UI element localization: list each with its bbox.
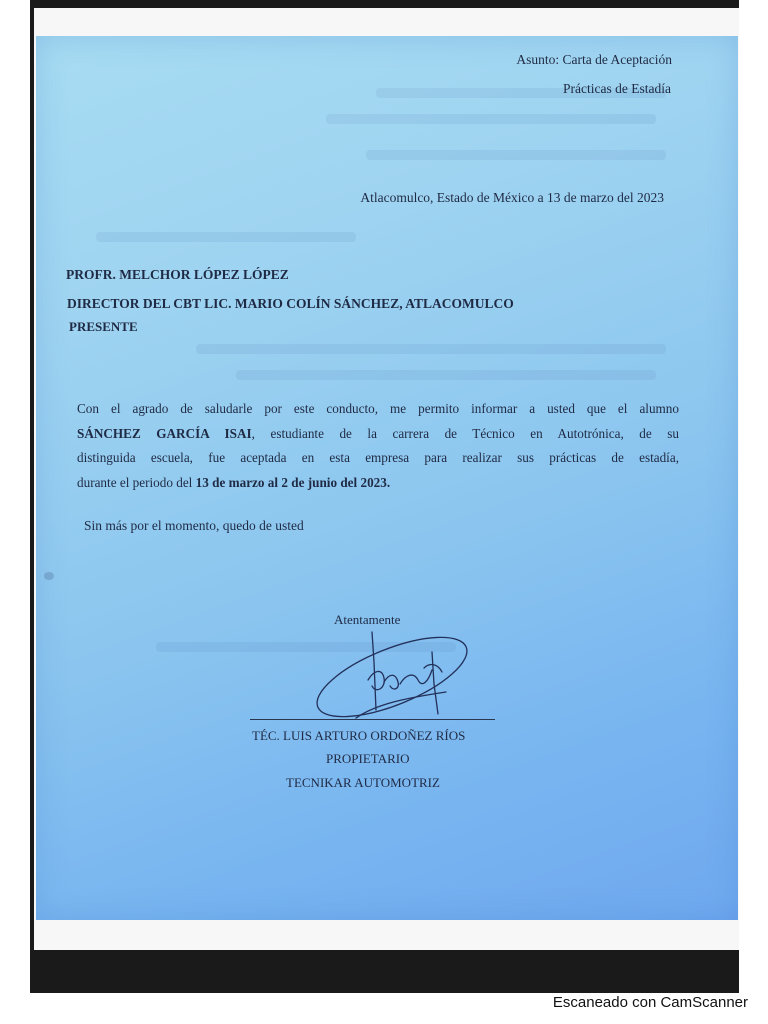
scan-bottom-border	[30, 950, 739, 993]
signer-company: TECNIKAR AUTOMOTRIZ	[286, 775, 440, 790]
signature-stroke	[432, 652, 438, 714]
signer-role: PROPIETARIO	[326, 751, 410, 766]
body-line	[77, 422, 679, 447]
signature-stroke	[384, 675, 398, 689]
body-line	[77, 471, 679, 496]
body-text: , estudiante de la carrera de Técnico en Autotrónica, de su	[251, 425, 679, 441]
internship-period: 13 de marzo al 2 de junio del 2023.	[195, 474, 391, 490]
signature-stroke	[372, 632, 376, 710]
bleed-through-mark	[96, 232, 356, 242]
place-and-date: Atlacomulco, Estado de México a 13 de marzo del 2023	[360, 190, 664, 205]
signer-name: TÉC. LUIS ARTURO ORDOÑEZ RÍOS	[252, 728, 466, 743]
bleed-through-mark	[326, 114, 656, 124]
letter-body	[77, 397, 679, 495]
signature-stroke	[400, 670, 432, 684]
closing-line: Sin más por el momento, quedo de usted	[84, 518, 304, 533]
signature-image	[296, 622, 486, 742]
subject-detail: Prácticas de Estadía	[563, 81, 671, 96]
signature-stroke	[368, 671, 384, 689]
body-line: distinguida escuela, fue aceptada en esta empresa para realizar sus prácticas de estadía,	[77, 450, 679, 465]
sign-off: Atentamente	[334, 612, 401, 627]
body-text: durante el periodo del	[77, 474, 196, 490]
scan-speck	[44, 572, 54, 580]
recipient-name: PROFR. MELCHOR LÓPEZ LÓPEZ	[66, 267, 289, 282]
recipient-present: PRESENTE	[69, 319, 138, 334]
bleed-through-mark	[236, 370, 656, 380]
bleed-through-mark	[366, 150, 666, 160]
recipient-title: DIRECTOR DEL CBT LIC. MARIO COLÍN SÁNCHEZ, ATLACOMULCO	[67, 296, 514, 311]
subject-line: Asunto: Carta de Aceptación	[516, 52, 672, 67]
body-line: Con el agrado de saludarle por este conducto, me permito informar a usted que el alumno	[77, 401, 679, 416]
signature-loop	[307, 622, 476, 733]
student-name: SÁNCHEZ GARCÍA ISAI	[77, 425, 252, 441]
bleed-through-mark	[196, 344, 666, 354]
camscanner-watermark: Escaneado con CamScanner	[552, 994, 748, 1011]
signature-line	[250, 719, 495, 720]
